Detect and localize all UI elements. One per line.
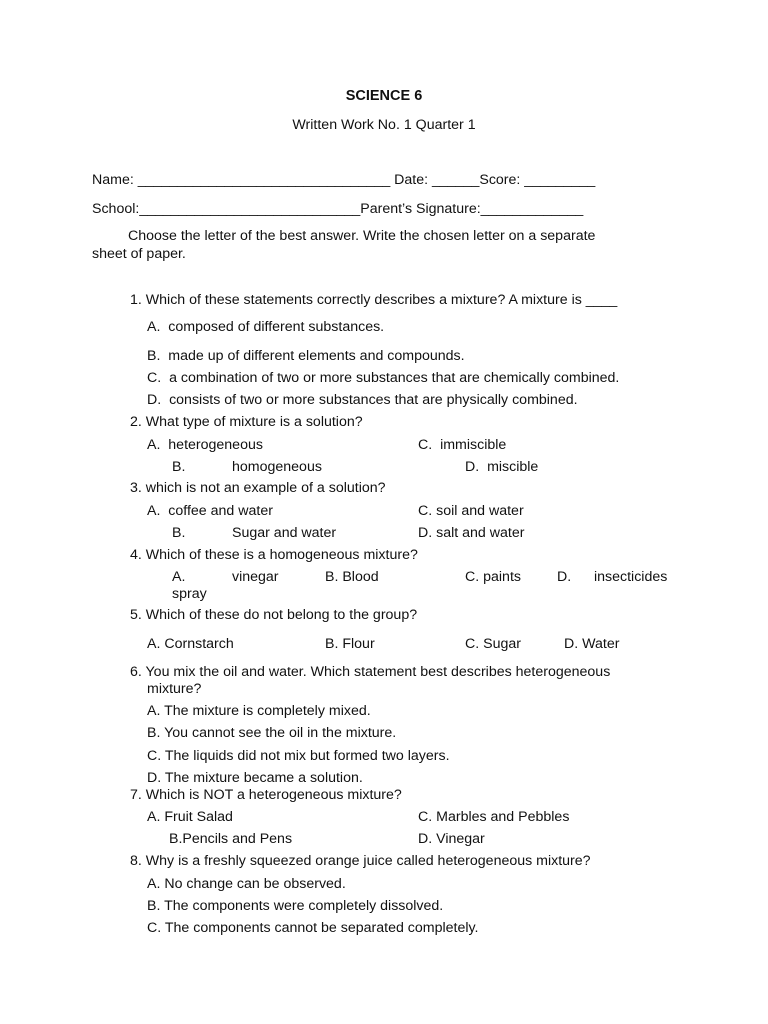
question-6: 6. You mix the oil and water. Which statement best describes heterogeneous	[130, 664, 611, 680]
question-6-continued: mixture?	[147, 681, 202, 697]
q5-option-c: C. Sugar	[465, 636, 521, 652]
q1-option-d: D. consists of two or more substances that are physically combined.	[147, 392, 578, 408]
q6-option-b: B. You cannot see the oil in the mixture.	[147, 725, 397, 741]
q8-option-c: C. The components cannot be separated completely.	[147, 920, 479, 936]
q7-option-b: B.Pencils and Pens	[169, 831, 293, 847]
q4-option-c: C. paints	[465, 569, 521, 585]
school-signature-line: School:____________________________Parent’s Signature:_____________	[92, 201, 584, 217]
instructions-line-2: sheet of paper.	[92, 246, 186, 262]
q4-option-a-letter: A.	[172, 569, 186, 585]
page-title: SCIENCE 6	[345, 88, 423, 104]
q4-option-b: B. Blood	[325, 569, 379, 585]
q5-option-d: D. Water	[564, 636, 620, 652]
q6-option-d: D. The mixture became a solution.	[147, 770, 363, 786]
q4-option-d-text: insecticides	[594, 569, 668, 585]
question-1: 1. Which of these statements correctly describes a mixture? A mixture is ____	[130, 292, 618, 308]
q2-option-d: D. miscible	[465, 459, 539, 475]
q5-option-a: A. Cornstarch	[147, 636, 234, 652]
q4-option-d-letter: D.	[557, 569, 572, 585]
q6-option-c: C. The liquids did not mix but formed two layers.	[147, 748, 450, 764]
q2-option-a: A. heterogeneous	[147, 437, 263, 453]
q3-option-d: D. salt and water	[418, 525, 525, 541]
q2-option-c: C. immiscible	[418, 437, 507, 453]
instructions-line-1: Choose the letter of the best answer. Write the chosen letter on a separate	[128, 228, 596, 244]
q3-option-b-letter: B.	[172, 525, 186, 541]
question-3: 3. which is not an example of a solution?	[130, 480, 386, 496]
q4-option-a-text: vinegar	[232, 569, 279, 585]
q8-option-b: B. The components were completely dissolved.	[147, 898, 444, 914]
q1-option-b: B. made up of different elements and compounds.	[147, 348, 465, 364]
q7-option-a: A. Fruit Salad	[147, 809, 233, 825]
q7-option-d: D. Vinegar	[418, 831, 485, 847]
question-7: 7. Which is NOT a heterogeneous mixture?	[130, 787, 402, 803]
q3-option-a: A. coffee and water	[147, 503, 273, 519]
q2-option-b-text: homogeneous	[232, 459, 322, 475]
q3-option-c: C. soil and water	[418, 503, 524, 519]
q1-option-c: C. a combination of two or more substances that are chemically combined.	[147, 370, 620, 386]
q6-option-a: A. The mixture is completely mixed.	[147, 703, 371, 719]
question-5: 5. Which of these do not belong to the group?	[130, 607, 418, 623]
question-8: 8. Why is a freshly squeezed orange juice called heterogeneous mixture?	[130, 853, 591, 869]
question-2: 2. What type of mixture is a solution?	[130, 414, 363, 430]
question-4: 4. Which of these is a homogeneous mixture?	[130, 547, 418, 563]
page-subtitle: Written Work No. 1 Quarter 1	[292, 117, 476, 133]
q1-option-a: A. composed of different substances.	[147, 319, 385, 335]
q5-option-b: B. Flour	[325, 636, 375, 652]
q7-option-c: C. Marbles and Pebbles	[418, 809, 570, 825]
q8-option-a: A. No change can be observed.	[147, 876, 346, 892]
q3-option-b-text: Sugar and water	[232, 525, 337, 541]
q2-option-b-letter: B.	[172, 459, 186, 475]
q4-option-d-continued: spray	[172, 586, 207, 602]
name-date-score-line: Name: ________________________________ Date: ______Score: _________	[92, 172, 596, 188]
